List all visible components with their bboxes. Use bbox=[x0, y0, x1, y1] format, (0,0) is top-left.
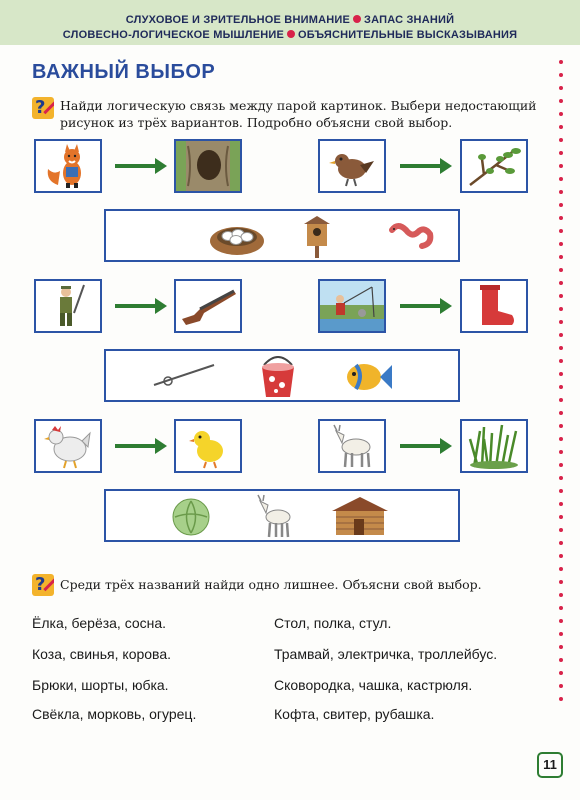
red-dot-icon bbox=[353, 15, 361, 23]
arrow-right-icon bbox=[115, 444, 157, 448]
arrow-right-icon bbox=[115, 164, 157, 168]
picture-branch[interactable] bbox=[460, 139, 528, 193]
picture-rifle[interactable] bbox=[174, 279, 242, 333]
picture-hunter[interactable] bbox=[34, 279, 102, 333]
header-line-1 bbox=[0, 14, 580, 26]
header-topic-auditory-visual-attention: СЛУХОВОЕ И ЗРИТЕЛЬНОЕ ВНИМАНИЕ bbox=[125, 14, 350, 26]
option-goat[interactable] bbox=[252, 493, 296, 544]
red-dot-icon bbox=[287, 30, 295, 38]
options-box-2 bbox=[104, 349, 460, 402]
page-header bbox=[0, 0, 580, 45]
word-group-7: Сковородка, чашка, кастрюля. bbox=[274, 677, 473, 693]
option-nest-with-eggs[interactable] bbox=[208, 215, 266, 262]
picture-tree-hollow[interactable] bbox=[174, 139, 242, 193]
picture-fox[interactable] bbox=[34, 139, 102, 193]
task1-instruction bbox=[60, 97, 536, 131]
picture-goat[interactable] bbox=[318, 419, 386, 473]
task2-instruction: Среди трёх названий найди одно лишнее. Объясни свой выбор. bbox=[60, 577, 482, 592]
picture-grass[interactable] bbox=[460, 419, 528, 473]
option-bucket[interactable] bbox=[256, 353, 300, 404]
arrow-right-icon bbox=[400, 164, 442, 168]
option-house[interactable] bbox=[330, 495, 390, 542]
option-worm[interactable] bbox=[388, 220, 434, 257]
options-box-3 bbox=[104, 489, 460, 542]
task1-instruction-line-1: Найди логическую связь между парой картинок. Выбери недостающий bbox=[60, 98, 537, 113]
page-number: 11 bbox=[537, 752, 563, 778]
picture-hen[interactable] bbox=[34, 419, 102, 473]
header-line-2 bbox=[0, 29, 580, 41]
picture-fisherman[interactable] bbox=[318, 279, 386, 333]
arrow-right-icon bbox=[115, 304, 157, 308]
option-fishing-rod[interactable] bbox=[152, 361, 216, 396]
header-topic-knowledge: ЗАПАС ЗНАНИЙ bbox=[364, 14, 455, 26]
header-topic-explanatory-statements: ОБЪЯСНИТЕЛЬНЫЕ ВЫСКАЗЫВАНИЯ bbox=[298, 29, 518, 41]
margin-dots bbox=[558, 60, 564, 740]
page-title: ВАЖНЫЙ ВЫБОР bbox=[32, 61, 216, 83]
option-fish[interactable] bbox=[342, 357, 394, 402]
picture-sparrow[interactable] bbox=[318, 139, 386, 193]
option-birdhouse[interactable] bbox=[302, 214, 332, 263]
options-box-1 bbox=[104, 209, 460, 262]
option-cabbage[interactable] bbox=[168, 495, 214, 542]
task1-instruction-line-2: рисунок из трёх вариантов. Подробно объясни свой выбор. bbox=[60, 115, 453, 130]
word-group-2: Коза, свинья, корова. bbox=[32, 646, 172, 662]
word-group-3: Брюки, шорты, юбка. bbox=[32, 677, 169, 693]
question-icon: ? bbox=[32, 97, 54, 119]
word-group-1: Ёлка, берёза, сосна. bbox=[32, 615, 167, 631]
word-group-4: Свёкла, морковь, огурец. bbox=[32, 706, 197, 722]
picture-chick[interactable] bbox=[174, 419, 242, 473]
word-group-8: Кофта, свитер, рубашка. bbox=[274, 706, 435, 722]
question-icon: ? bbox=[32, 574, 54, 596]
header-topic-verbal-logical-thinking: СЛОВЕСНО-ЛОГИЧЕСКОЕ МЫШЛЕНИЕ bbox=[62, 29, 285, 41]
picture-rubber-boot[interactable] bbox=[460, 279, 528, 333]
arrow-right-icon bbox=[400, 444, 442, 448]
arrow-right-icon bbox=[400, 304, 442, 308]
word-group-6: Трамвай, электричка, троллейбус. bbox=[274, 646, 498, 662]
word-group-5: Стол, полка, стул. bbox=[274, 615, 392, 631]
